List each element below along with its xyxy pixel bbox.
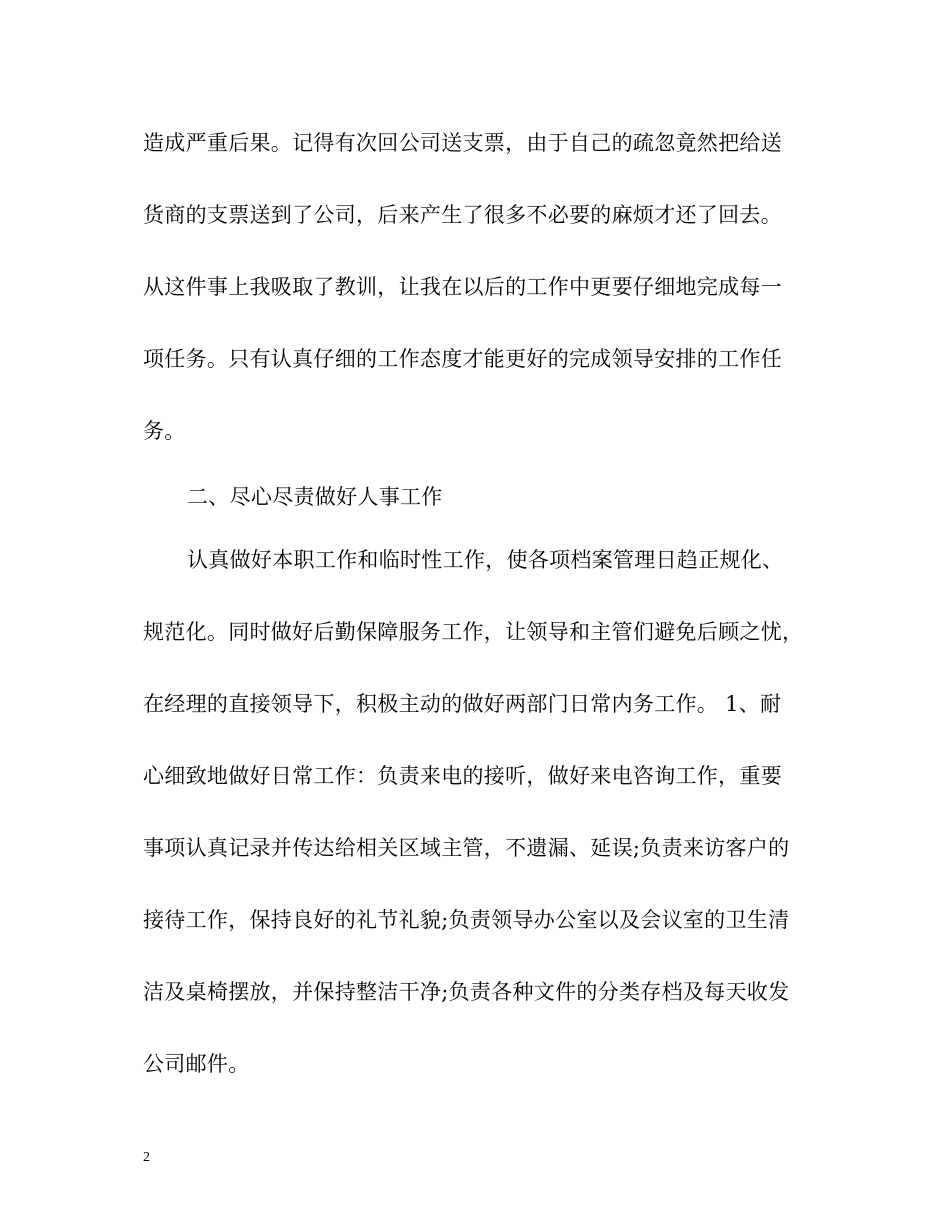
- body-text-line: 造成严重后果。记得有次回公司送支票，由于自己的疏忽竟然把给送: [143, 131, 782, 155]
- body-text-line: 规范化。同时做好后勤保障服务工作，让领导和主管们避免后顾之忧，: [143, 620, 804, 644]
- body-text-line: 务。: [143, 419, 186, 443]
- body-text-line: 心细致地做好日常工作：负责来电的接听，做好来电咨询工作，重要: [143, 764, 782, 788]
- body-text-line: 洁及桌椅摆放，并保持整洁干净;负责各种文件的分类存档及每天收发: [143, 980, 790, 1004]
- body-text-line: 公司邮件。: [143, 1052, 250, 1076]
- body-text-line: 项任务。只有认真仔细的工作态度才能更好的完成领导安排的工作任: [143, 347, 782, 371]
- section-heading: 二、尽心尽责做好人事工作: [187, 485, 443, 509]
- body-text-line: 在经理的直接领导下，积极主动的做好两部门日常内务工作。 1、耐: [143, 692, 782, 716]
- body-text-line: 接待工作，保持良好的礼节礼貌;负责领导办公室以及会议室的卫生清: [143, 908, 790, 932]
- body-text-line: 认真做好本职工作和临时性工作，使各项档案管理日趋正规化、: [187, 548, 784, 572]
- body-text-line: 货商的支票送到了公司，后来产生了很多不必要的麻烦才还了回去。: [143, 203, 782, 227]
- body-text-line: 从这件事上我吸取了教训，让我在以后的工作中更要仔细地完成每一: [143, 275, 782, 299]
- body-text-line: 事项认真记录并传达给相关区域主管，不遗漏、延误;负责来访客户的: [143, 836, 790, 860]
- page-number: 2: [143, 1150, 150, 1165]
